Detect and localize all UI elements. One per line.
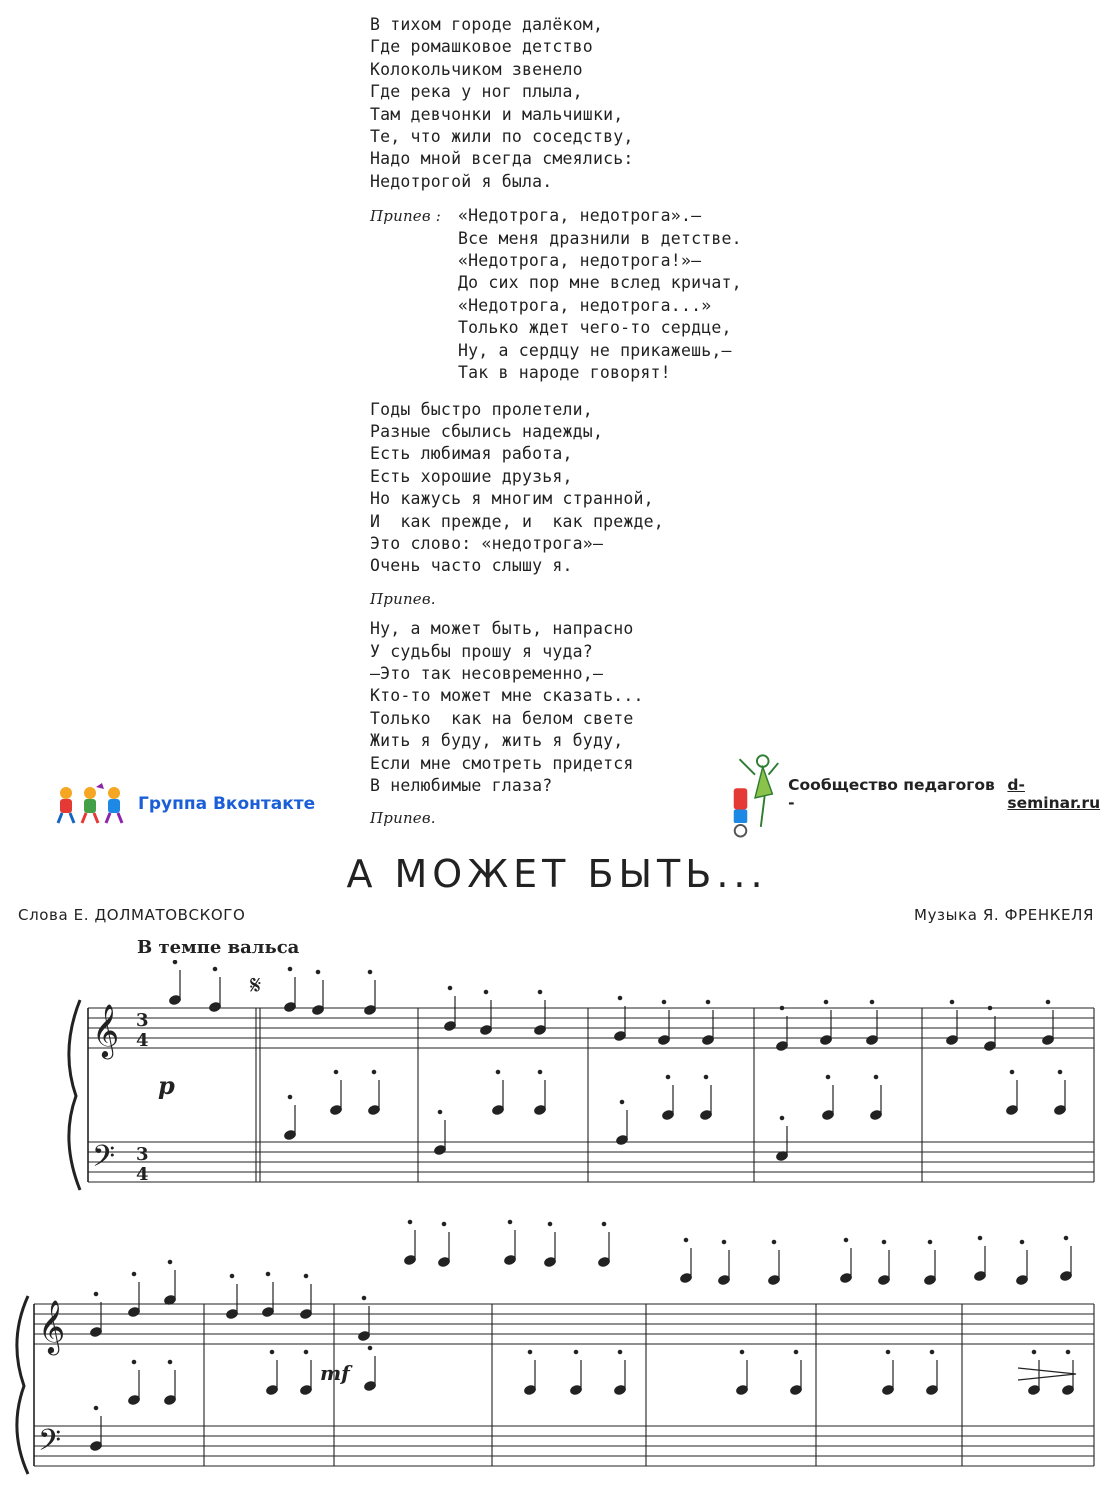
staccato-dot <box>484 990 488 994</box>
lyric-line: Колокольчиком звенело <box>370 59 583 79</box>
kids-icon <box>52 783 132 825</box>
seminar-text: Сообщество педагогов - <box>788 776 995 812</box>
staccato-dot <box>704 1075 708 1079</box>
staccato-dot <box>213 967 217 971</box>
staccato-dot <box>368 970 372 974</box>
staccato-dot <box>230 1274 234 1278</box>
staccato-dot <box>1058 1070 1062 1074</box>
staccato-dot <box>304 1274 308 1278</box>
lyric-line: В тихом городе далёком, <box>370 15 604 34</box>
staccato-dot <box>844 1238 848 1242</box>
staccato-dot <box>496 1070 500 1074</box>
staccato-dot <box>372 1070 376 1074</box>
staccato-dot <box>288 967 292 971</box>
lyric-line: В нелюбимые глаза? <box>370 776 553 795</box>
staccato-dot <box>442 1222 446 1226</box>
staccato-dot <box>826 1075 830 1079</box>
svg-text:4: 4 <box>136 1030 149 1051</box>
lyric-line: У судьбы прошу я чуда? <box>370 641 593 661</box>
lyric-line: «Недотрога, недотрога».— <box>458 206 702 226</box>
lyric-line: Кто-то может мне сказать... <box>370 686 644 706</box>
svg-text:𝄢: 𝄢 <box>38 1424 62 1465</box>
seminar-link[interactable]: d-seminar.ru <box>1007 776 1101 812</box>
staccato-dot <box>288 1095 292 1099</box>
verse-2 <box>370 399 890 578</box>
staccato-dot <box>618 996 622 1000</box>
refrain-label: Припев. <box>370 809 436 828</box>
tempo-marking: В темпе вальса <box>137 937 300 958</box>
bass-clef-icon: 𝄢 <box>92 1140 116 1181</box>
lyric-line: До сих пор мне вслед кричат, <box>458 273 742 293</box>
staccato-dot <box>794 1350 798 1354</box>
lyric-line: «Недотрога, недотрога!»— <box>458 251 702 271</box>
staccato-dot <box>602 1222 606 1226</box>
treble-clef-icon: 𝄞 <box>92 1003 120 1057</box>
lyric-line: Разные сбылись надежды, <box>370 421 604 441</box>
svg-text:3: 3 <box>136 1010 149 1031</box>
staccato-dot <box>528 1350 532 1354</box>
verse-1 <box>370 14 890 193</box>
staccato-dot <box>618 1350 622 1354</box>
staccato-dot <box>886 1350 890 1354</box>
svg-text:4: 4 <box>136 1164 149 1185</box>
staccato-dot <box>266 1272 270 1276</box>
lyric-line: Это слово: «недотрога»— <box>370 533 604 553</box>
chorus-label: Припев : <box>370 207 442 226</box>
staccato-dot <box>548 1222 552 1226</box>
staccato-dot <box>408 1220 412 1224</box>
staccato-dot <box>1064 1236 1068 1240</box>
lyric-line: Где ромашковое детство <box>370 37 593 57</box>
staccato-dot <box>740 1350 744 1354</box>
lyricist-credit: Слова Е. ДОЛМАТОВСКОГО <box>18 906 246 924</box>
staccato-dot <box>824 1000 828 1004</box>
staccato-dot <box>874 1075 878 1079</box>
lyric-line: Годы быстро пролетели, <box>370 399 593 419</box>
staccato-dot <box>334 1070 338 1074</box>
lyric-line: Только ждет чего-то сердце, <box>458 318 732 338</box>
staccato-dot <box>173 960 177 964</box>
vk-group-link[interactable] <box>52 783 315 825</box>
staccato-dot <box>780 1006 784 1010</box>
staccato-dot <box>448 986 452 990</box>
staccato-dot <box>362 1296 366 1300</box>
dynamic-p: p <box>158 1071 175 1100</box>
staccato-dot <box>620 1100 624 1104</box>
teachers-icon <box>726 748 780 840</box>
staccato-dot <box>1046 1000 1050 1004</box>
segno-icon: 𝄋 <box>250 971 262 1001</box>
staccato-dot <box>304 1350 308 1354</box>
staccato-dot <box>316 970 320 974</box>
staccato-dot <box>870 1000 874 1004</box>
lyric-line: Только как на белом свете <box>370 708 634 728</box>
staccato-dot <box>574 1350 578 1354</box>
staccato-dot <box>988 1006 992 1010</box>
staccato-dot <box>978 1236 982 1240</box>
lyric-line: И как прежде, и как прежде, <box>370 511 664 531</box>
staccato-dot <box>780 1116 784 1120</box>
staccato-dot <box>270 1350 274 1354</box>
lyric-line: Надо мной всегда смеялись: <box>370 149 634 169</box>
staccato-dot <box>772 1240 776 1244</box>
staccato-dot <box>1010 1070 1014 1074</box>
staccato-dot <box>882 1240 886 1244</box>
staccato-dot <box>722 1240 726 1244</box>
lyric-line: Есть хорошие друзья, <box>370 466 573 486</box>
staccato-dot <box>950 1000 954 1004</box>
lyric-line: Недотрогой я была. <box>370 171 553 191</box>
staccato-dot <box>662 1000 666 1004</box>
staccato-dot <box>94 1406 98 1410</box>
refrain-label: Припев. <box>370 589 436 608</box>
staccato-dot <box>1032 1350 1036 1354</box>
lyric-line: Но кажусь я многим странной, <box>370 489 654 509</box>
staccato-dot <box>666 1075 670 1079</box>
staccato-dot <box>508 1220 512 1224</box>
staccato-dot <box>168 1260 172 1264</box>
chorus <box>370 205 890 384</box>
lyric-line: Если мне смотреть придется <box>370 753 634 773</box>
lyric-line: «Недотрога, недотрога...» <box>458 295 712 315</box>
lyric-line: Жить я буду, жить я буду, <box>370 731 624 751</box>
staccato-dot <box>168 1360 172 1364</box>
staccato-dot <box>928 1240 932 1244</box>
staccato-dot <box>538 1070 542 1074</box>
lyric-line: —Это так несовременно,— <box>370 663 604 683</box>
staccato-dot <box>684 1238 688 1242</box>
staccato-dot <box>132 1360 136 1364</box>
seminar-banner <box>726 748 1114 840</box>
lyric-line: Там девчонки и мальчишки, <box>370 104 624 124</box>
vk-group-label: Группа Вконтакте <box>138 794 316 814</box>
sheet-music <box>0 960 1114 1500</box>
staccato-dot <box>706 1000 710 1004</box>
lyrics-block <box>370 14 890 838</box>
lyric-line: Все меня дразнили в детстве. <box>458 228 742 248</box>
staccato-dot <box>1020 1240 1024 1244</box>
staccato-dot <box>1066 1350 1070 1354</box>
staccato-dot <box>132 1272 136 1276</box>
staccato-dot <box>538 990 542 994</box>
lyric-line: Есть любимая работа, <box>370 444 573 464</box>
lyric-line: Очень часто слышу я. <box>370 556 573 576</box>
svg-text:3: 3 <box>136 1144 149 1165</box>
lyric-line: Так в народе говорят! <box>458 363 671 383</box>
song-title: А МОЖЕТ БЫТЬ... <box>346 852 768 896</box>
lyric-line: Ну, а сердцу не прикажешь,— <box>458 340 732 360</box>
dynamic-mf: mf <box>320 1361 350 1385</box>
svg-text:𝄞: 𝄞 <box>38 1299 66 1353</box>
staccato-dot <box>94 1292 98 1296</box>
lyric-line: Ну, а может быть, напрасно <box>370 619 634 639</box>
composer-credit: Музыка Я. ФРЕНКЕЛЯ <box>914 906 1094 924</box>
staccato-dot <box>930 1350 934 1354</box>
lyric-line: Где река у ног плыла, <box>370 82 583 102</box>
staccato-dot <box>438 1110 442 1114</box>
staccato-dot <box>368 1346 372 1350</box>
lyric-line: Те, что жили по соседству, <box>370 127 634 147</box>
